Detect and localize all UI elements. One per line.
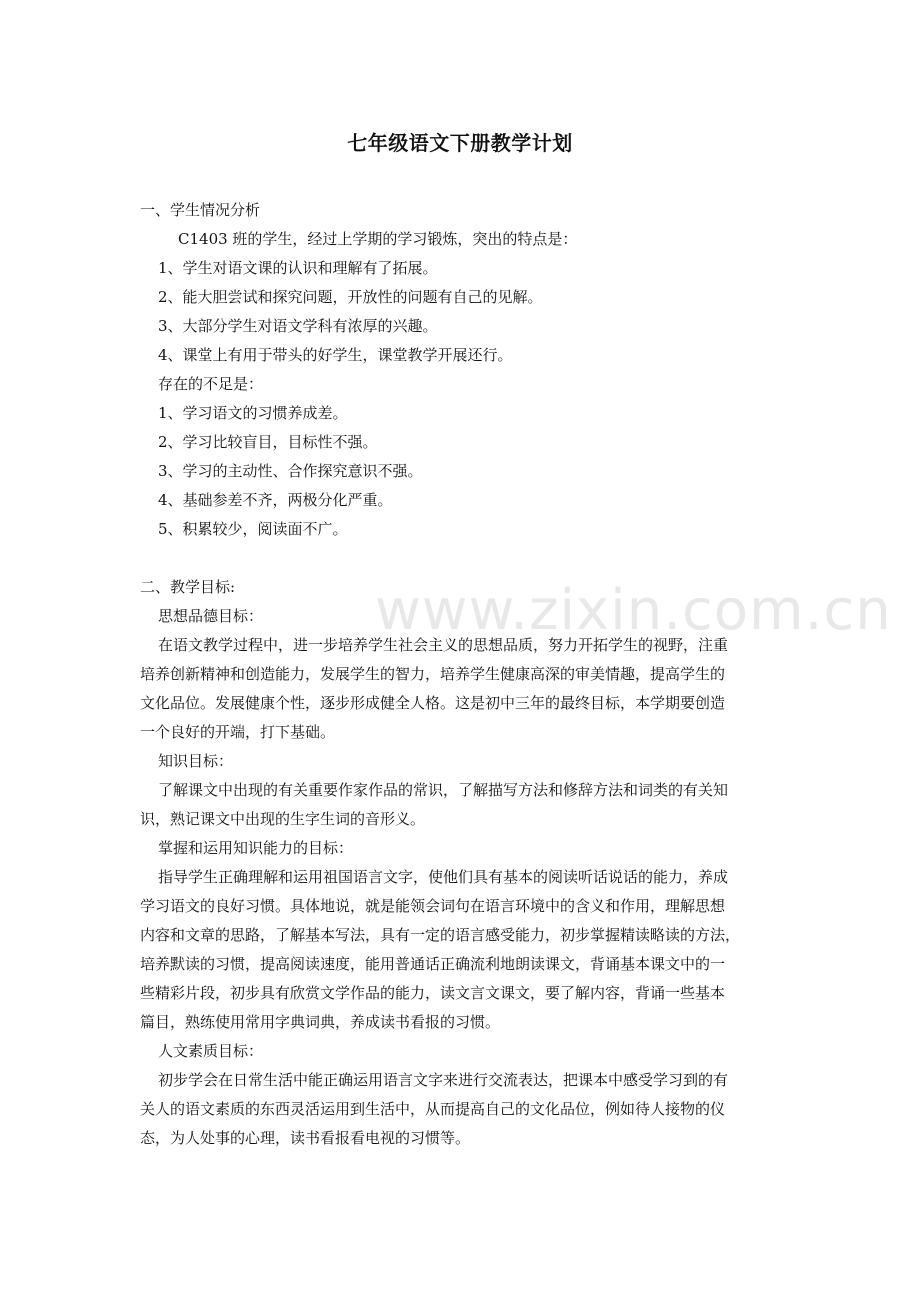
paragraph-line: 一个良好的开端，打下基础。 xyxy=(140,723,336,741)
page-title: 七年级语文下册教学计划 xyxy=(347,131,573,155)
list-item: 4、基础参差不齐，两极分化严重。 xyxy=(158,491,393,509)
paragraph-line: 初步学会在日常生活中能正确运用语言文字来进行交流表达，把课本中感受学习到的有 xyxy=(158,1071,729,1089)
paragraph-line: 了解课文中出现的有关重要作家作品的常识，了解描写方法和修辞方法和词类的有关知 xyxy=(158,781,729,799)
section-heading: 二、教学目标: xyxy=(140,578,236,596)
list-item: 3、学习的主动性、合作探究意识不强。 xyxy=(158,462,423,480)
list-item: 5、积累较少，阅读面不广。 xyxy=(158,520,348,538)
paragraph-line: 篇目，熟练使用常用字典词典，养成读书看报的习惯。 xyxy=(140,1013,501,1031)
paragraph-line: 识，熟记课文中出现的生字生词的音形义。 xyxy=(140,810,426,828)
section-heading: 一、学生情况分析 xyxy=(140,201,261,219)
paragraph-line: 些精彩片段，初步具有欣赏文学作品的能力，读文言文课文，要了解内容，背诵一些基本 xyxy=(140,984,726,1002)
subheading: 人文素质目标： xyxy=(158,1042,264,1060)
paragraph-line: 内容和文章的思路，了解基本写法，具有一定的语言感受能力，初步掌握精读略读的方法， xyxy=(140,926,741,944)
list-item: 1、学习语文的习惯养成差。 xyxy=(158,404,348,422)
paragraph-line: C1403 班的学生，经过上学期的学习锻炼，突出的特点是： xyxy=(178,230,578,248)
paragraph-line: 培养创新精神和创造能力，发展学生的智力，培养学生健康高深的审美情趣，提高学生的 xyxy=(140,665,726,683)
list-item: 2、能大胆尝试和探究问题，开放性的问题有自己的见解。 xyxy=(158,288,543,306)
paragraph-line: 培养默读的习惯，提高阅读速度，能用普通话正确流利地朗读课文，背诵基本课文中的一 xyxy=(140,955,726,973)
watermark: www.zixin.com.cn xyxy=(375,578,892,643)
paragraph-line: 存在的不足是： xyxy=(158,375,264,393)
subheading: 知识目标： xyxy=(158,752,234,770)
paragraph-line: 态，为人处事的心理，读书看报看电视的习惯等。 xyxy=(140,1129,471,1147)
paragraph-line: 关人的语文素质的东西灵活运用到生活中，从而提高自己的文化品位，例如待人接物的仪 xyxy=(140,1100,726,1118)
list-item: 3、大部分学生对语文学科有浓厚的兴趣。 xyxy=(158,317,438,335)
paragraph-line: 学习语文的良好习惯。具体地说，就是能领会词句在语言环境中的含义和作用，理解思想 xyxy=(140,897,726,915)
list-item: 4、课堂上有用于带头的好学生，课堂教学开展还行。 xyxy=(158,346,513,364)
subheading: 掌握和运用知识能力的目标： xyxy=(158,839,354,857)
list-item: 2、学习比较盲目，目标性不强。 xyxy=(158,433,378,451)
paragraph-line: 指导学生正确理解和运用祖国语言文字，使他们具有基本的阅读听话说话的能力，养成 xyxy=(158,868,729,886)
list-item: 1、学生对语文课的认识和理解有了拓展。 xyxy=(158,259,438,277)
paragraph-line: 文化品位。发展健康个性，逐步形成健全人格。这是初中三年的最终目标，本学期要创造 xyxy=(140,694,726,712)
subheading: 思想品德目标： xyxy=(158,607,264,625)
paragraph-line: 在语文教学过程中，进一步培养学生社会主义的思想品质，努力开拓学生的视野，注重 xyxy=(158,636,729,654)
